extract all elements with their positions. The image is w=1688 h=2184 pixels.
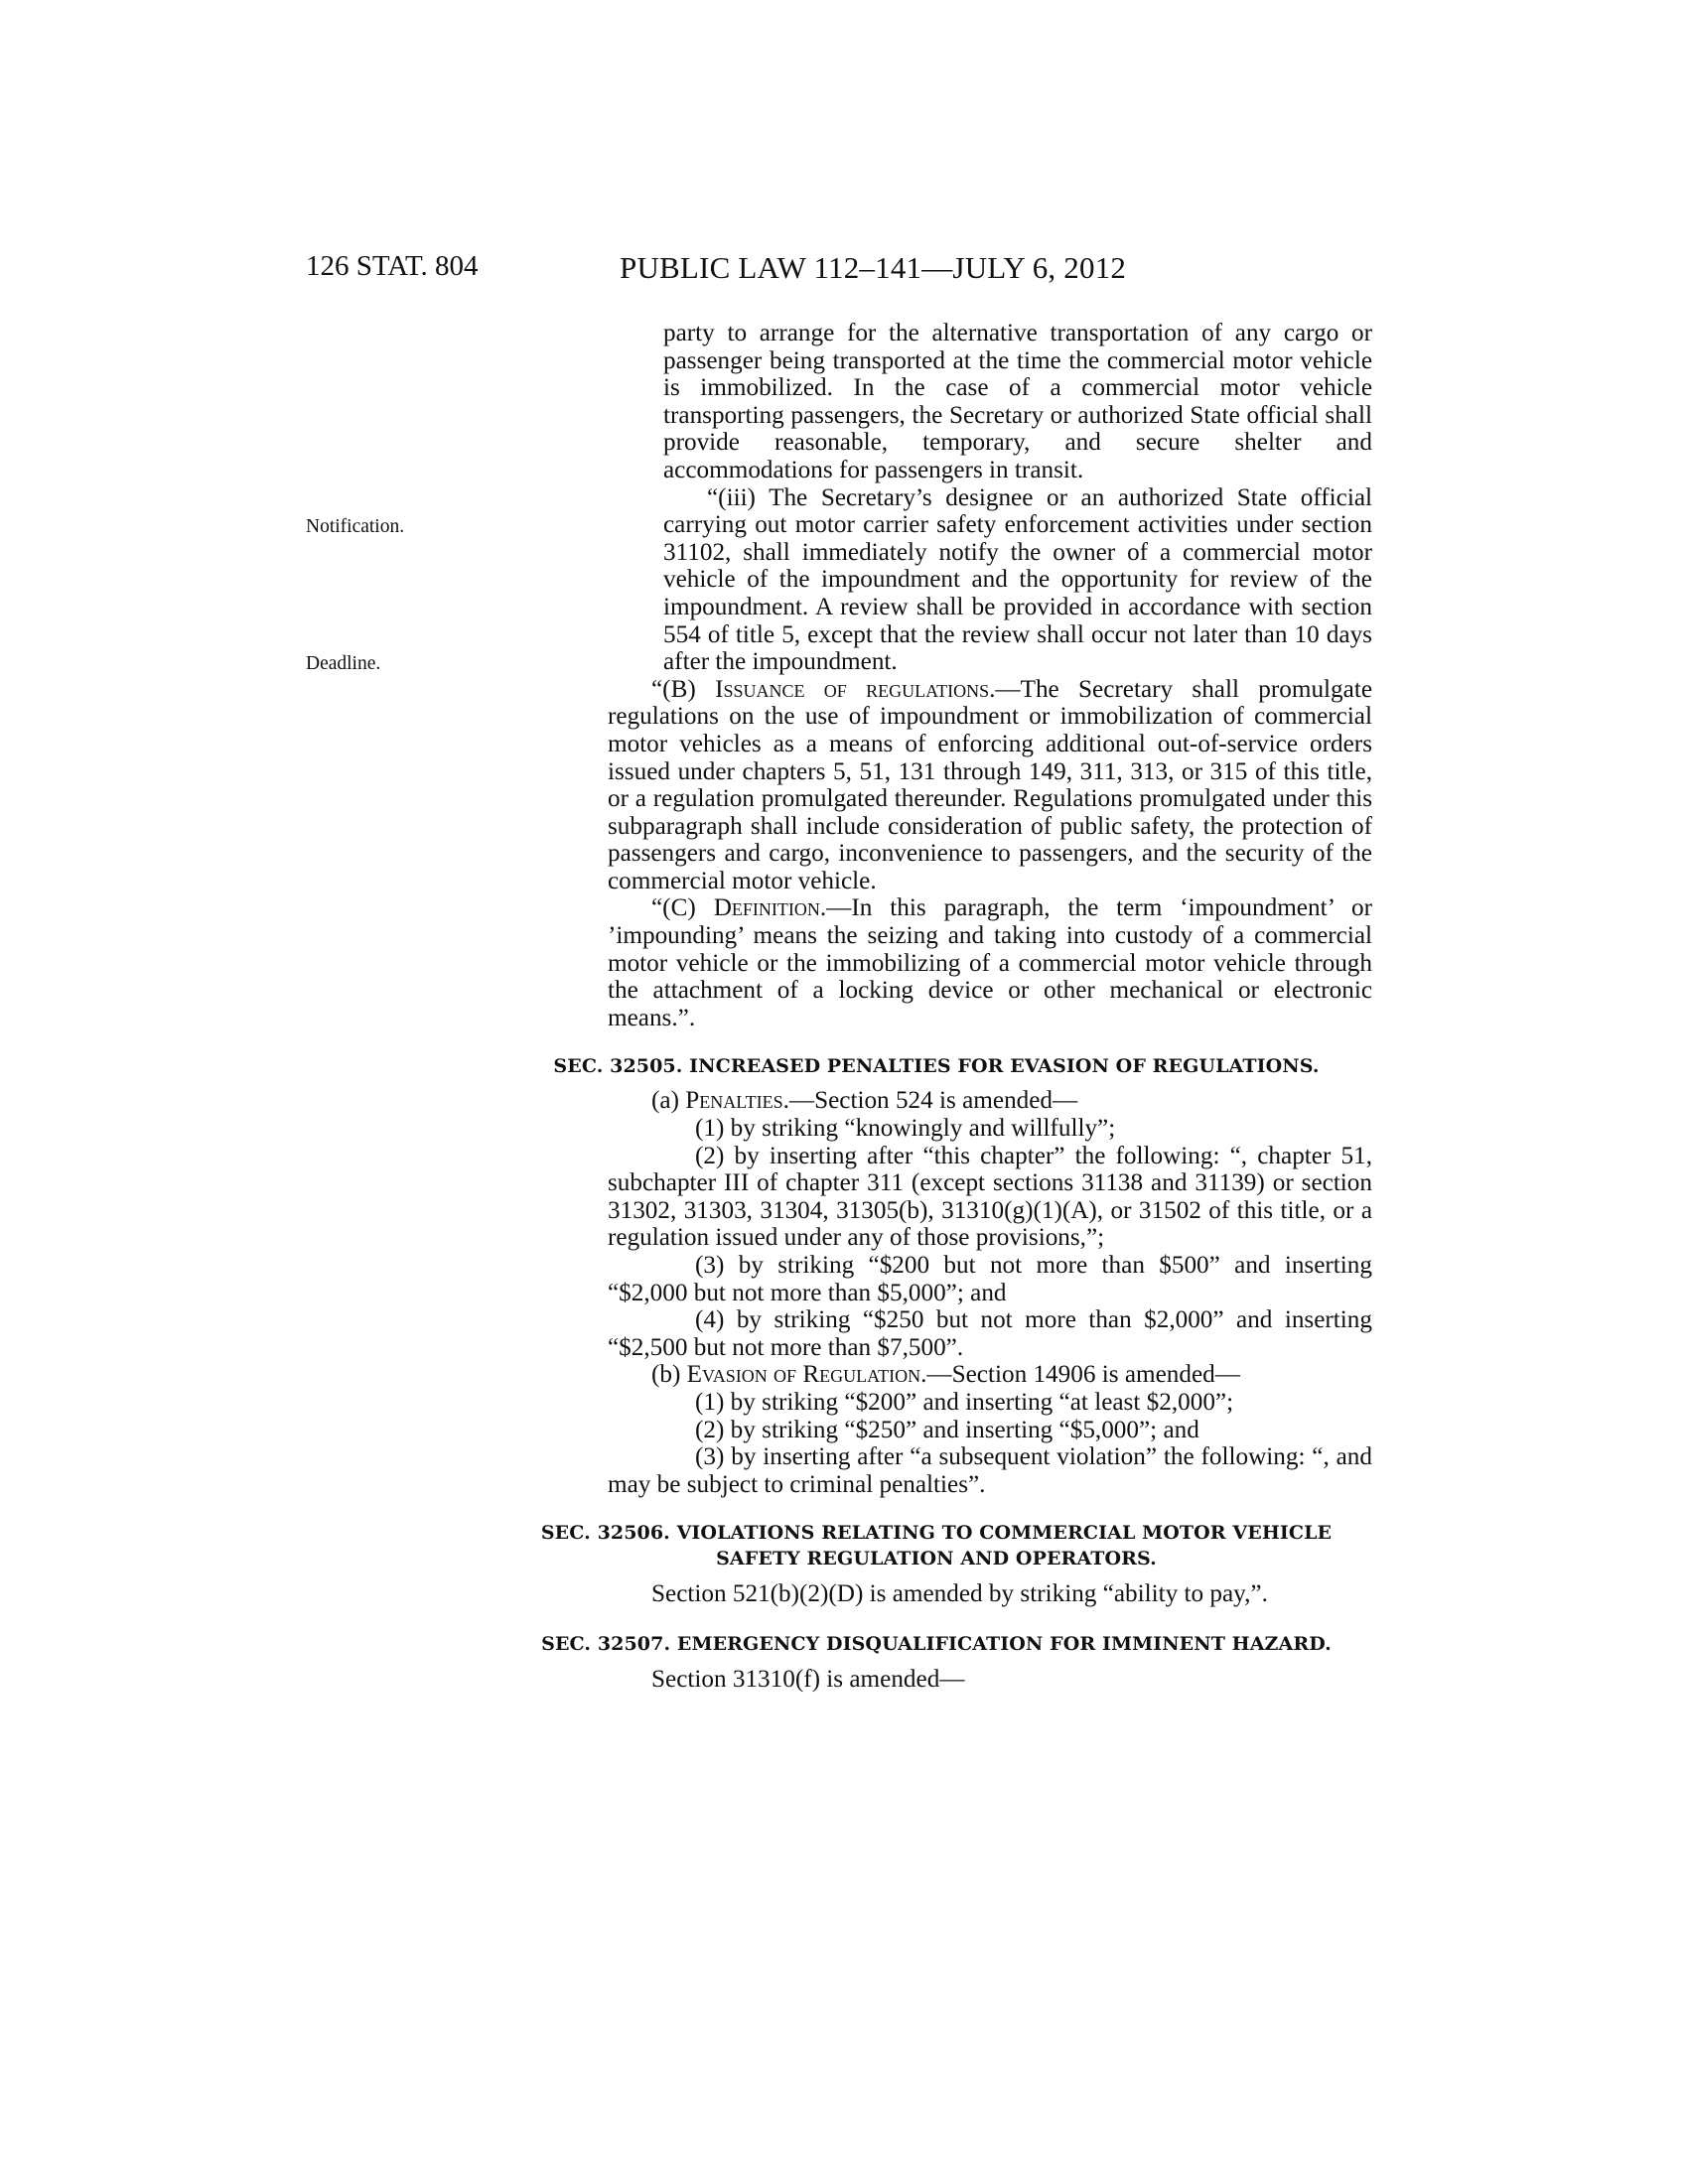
section-32507-text: Section 31310(f) is amended— (651, 1666, 965, 1694)
paragraph-c-head: “(C) (651, 894, 714, 922)
subsection-b (608, 1361, 1372, 1389)
page-header-title: PUBLIC LAW 112–141—JULY 6, 2012 (620, 250, 1127, 285)
page-reference: 126 STAT. 804 (306, 250, 479, 282)
paragraph-c-heading: Definition (713, 894, 820, 922)
subsection-a-item-4: (4) by striking “$250 but not more than $2,000” and inserting “$2,500 but not more than $7,500”. (608, 1306, 1372, 1361)
section-heading-32506-line2: SAFETY REGULATION AND OPERATORS. (716, 1548, 1157, 1570)
section-32506-text: Section 521(b)(2)(D) is amended by striking “ability to pay,”. (651, 1580, 1268, 1608)
subsection-a-item-1: (1) by striking “knowingly and willfully”; (695, 1115, 1116, 1143)
margin-note-notification: Notification. (306, 516, 405, 537)
paragraph-iii: “(iii) The Secretary’s designee or an authorized State official carrying out motor carrier safety enforcement activities under section 31102, shall immediately notify the owner of a commercial motor vehicle of the impoundment and the opportunity for review of the impoundment. A review shall be provided in accordance with section 554 of title 5, except that the review shall occur not later than 10 days after the impoundment. (663, 483, 1372, 676)
paragraph-b-text: .—The Secretary shall promulgate regulations on the use of impoundment or immobilization of commercial motor vehicles as a means of enforcing additional out-of-service orders issued under chapters 5, 51, 131 through 149, 311, 313, or 315 of this title, or a regulation promulgated thereunder. Regulations promulgated under this subparagraph shall include consideration of public safety, the protection of passengers and cargo, inconvenience to passengers, and the security of the commercial motor vehicle. (608, 675, 1372, 894)
margin-note-deadline: Deadline. (306, 653, 381, 674)
paragraph-continuation: party to arrange for the alternative transportation of any cargo or passenger being transported at the time the commercial motor vehicle is immobilized. In the case of a commercial motor vehicle transporting passengers, the Secretary or authorized State official shall provide reasonable, temporary, and secure shelter and accommodations for passengers in transit. (663, 320, 1372, 483)
subsection-b-text: .—Section 14906 is amended— (920, 1361, 1240, 1389)
subsection-b-item-2: (2) by striking “$250” and inserting “$5,000”; and (695, 1416, 1199, 1443)
subsection-b-head: (b) (651, 1361, 687, 1389)
paragraph-c-text: .—In this paragraph, the term ‘impoundment’ or ’impounding’ means the seizing and taking into custody of a commercial motor vehicle or the immobilizing of a commercial motor vehicle through the attachment of a locking device or other mechanical or electronic means.”. (608, 894, 1372, 1031)
paragraph-b-head: “(B) (651, 675, 716, 703)
section-heading-32507: SEC. 32507. EMERGENCY DISQUALIFICATION FOR IMMINENT HAZARD. (541, 1633, 1332, 1656)
paragraph-b (608, 676, 1372, 895)
subsection-a (608, 1087, 1372, 1115)
paragraph-c (608, 894, 1372, 1031)
subsection-b-item-1: (1) by striking “$200” and inserting “at least $2,000”; (695, 1388, 1234, 1416)
subsection-a-item-3: (3) by striking “$200 but not more than $500” and inserting “$2,000 but not more than $5,000”; and (608, 1252, 1372, 1306)
subsection-a-heading: Penalties (685, 1087, 783, 1115)
subsection-a-head: (a) (651, 1087, 686, 1115)
section-heading-32506-line1: SEC. 32506. VIOLATIONS RELATING TO COMMERCIAL MOTOR VEHICLE (540, 1522, 1333, 1545)
document-body (540, 320, 1372, 1695)
section-heading-32506 (500, 1520, 1372, 1571)
subsection-a-item-2: (2) by inserting after “this chapter” the following: “, chapter 51, subchapter III of chapter 311 (except sections 31138 and 31139) or section 31302, 31303, 31304, 31305(b), 31310(g)(1)(A), or 31502 of this title, or a regulation issued under any of those provisions,”; (608, 1142, 1372, 1252)
subsection-b-item-3: (3) by inserting after “a subsequent violation” the following: “, and may be subject to criminal penalties”. (608, 1443, 1372, 1498)
paragraph-b-heading: Issuance of regulations (715, 675, 990, 703)
subsection-a-text: .—Section 524 is amended— (782, 1087, 1078, 1115)
subsection-b-heading: Evasion of Regulation (686, 1361, 921, 1389)
section-heading-32505: SEC. 32505. INCREASED PENALTIES FOR EVASION OF REGULATIONS. (553, 1055, 1320, 1078)
